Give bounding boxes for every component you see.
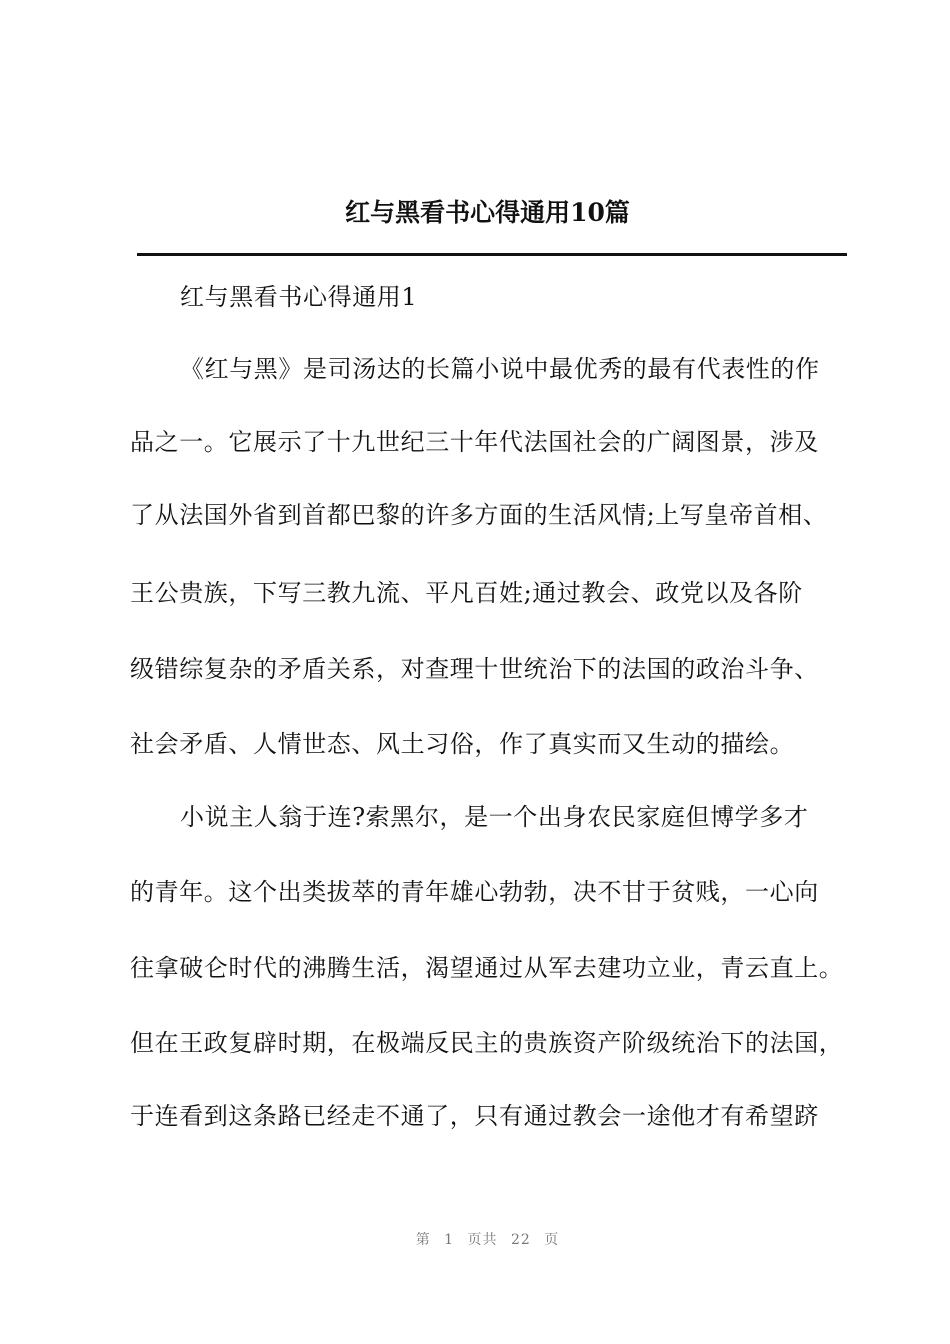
paragraph-line: 但在王政复辟时期，在极端反民主的贵族资产阶级统治下的法国， (130, 1029, 844, 1057)
paragraph-line: 社会矛盾、人情世态、风土习俗，作了真实而又生动的描绘。 (130, 730, 795, 758)
paragraph-line: 级错综复杂的矛盾关系，对查理十世统治下的法国的政治斗争、 (130, 655, 819, 683)
paragraph-line: 王公贵族，下写三教九流、平凡百姓;通过教会、政党以及各阶 (130, 579, 803, 607)
paragraph-line: 《红与黑》是司汤达的长篇小说中最优秀的最有代表性的作 (180, 355, 820, 383)
document-title: 红与黑看书心得通用10篇 (345, 198, 630, 227)
paragraph-line: 小说主人翁于连?索黑尔，是一个出身农民家庭但博学多才 (180, 803, 809, 831)
paragraph-line: 往拿破仑时代的沸腾生活，渴望通过从军去建功立业，青云直上。 (130, 954, 844, 982)
paragraph-line: 品之一。它展示了十九世纪三十年代法国社会的广阔图景，涉及 (130, 428, 819, 456)
section-heading: 红与黑看书心得通用1 (180, 283, 418, 311)
page-footer: 第 1 页共 22 页 (415, 1232, 560, 1248)
paragraph-line: 的青年。这个出类拔萃的青年雄心勃勃，决不甘于贫贱，一心向 (130, 878, 819, 906)
title-underline (137, 253, 847, 256)
paragraph-line: 了从法国外省到首都巴黎的许多方面的生活风情;上写皇帝首相、 (130, 501, 828, 529)
paragraph-line: 于连看到这条路已经走不通了，只有通过教会一途他才有希望跻 (130, 1102, 819, 1130)
